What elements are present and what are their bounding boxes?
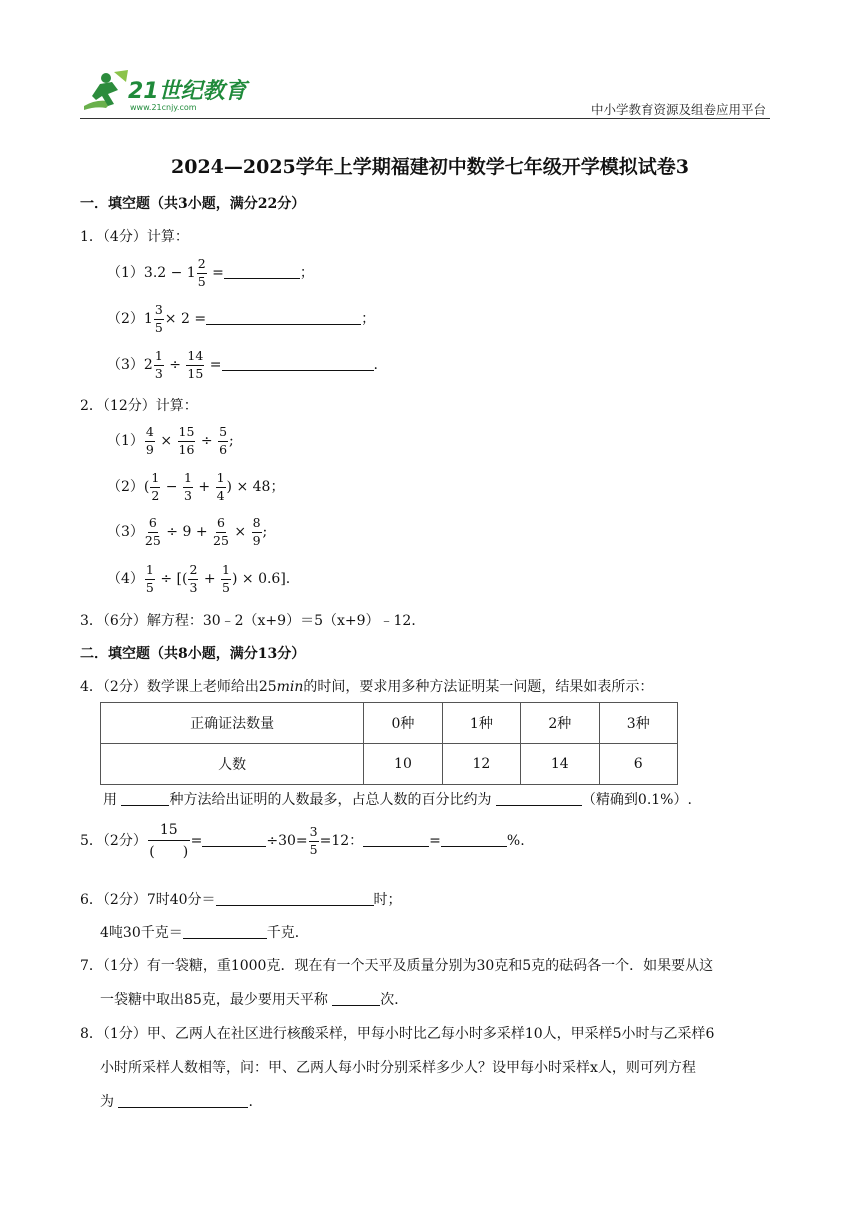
answer-blank[interactable] [332,990,380,1006]
section-2-heading: 二．填空题（共8小题，满分13分） [80,646,306,662]
q4-stem: 4．（2分）数学课上老师给出25min的时间，要求用多种方法证明某一问题，结果如表所示： [80,679,654,695]
answer-blank[interactable] [206,309,361,325]
q2-stem: 2．（12分）计算： [80,398,198,414]
answer-blank[interactable] [441,831,507,847]
fraction: $\frac{1}{3}$ [154,348,163,381]
q8-line3: 为 . [100,1094,253,1110]
table-cell: 人数 [101,744,364,785]
answer-blank[interactable] [363,831,429,847]
exam-title: 2024—2025学年上学期福建初中数学七年级开学模拟试卷3 [171,156,689,178]
q3-text: 3．（6分）解方程：30﹣2（x+9）＝5（x+9）﹣12． [80,613,426,629]
platform-name: 中小学教育资源及组卷应用平台 [590,102,766,117]
q8-line2: 小时所采样人数相等，问：甲、乙两人每小时分别采样多少人？设甲每小时采样x人，则可列方程 [100,1060,696,1076]
fraction: $\frac{14}{15}$ [187,348,204,381]
svg-text:www.21cnjy.com: www.21cnjy.com [130,103,197,112]
q1-part3: （3）2 $\frac{1}{3}$ ÷ $\frac{14}{15}$ = . [107,348,378,381]
q4-answer-line: 用 种方法给出证明的人数最多，占总人数的百分比约为 （精确到0.1%）. [103,792,692,808]
answer-blank[interactable] [216,890,374,906]
q6-line1: 6．（2分）7时40分＝ 时； [80,892,402,908]
table-cell: 6 [599,744,677,785]
q1-stem: 1．（4分）计算： [80,229,189,245]
q7-line2: 一袋糖中取出85克，最少要用天平称 次． [100,992,409,1008]
brand-logo [78,68,253,116]
fraction: $\frac{2}{5}$ [197,256,206,289]
q2-part1: （1） $\frac{4}{9}$ × $\frac{15}{16}$ ÷ $\frac{5}{6}$ ; [107,424,234,457]
q4-table [100,702,678,785]
q6-line2: 4吨30千克＝ 千克． [100,925,309,941]
q7-line1: 7．（1分）有一袋糖，重1000克．现在有一个天平及质量分别为30克和5克的砝码各一个．如果要从这 [80,958,714,974]
answer-blank[interactable] [202,831,266,847]
table-cell: 14 [521,744,599,785]
table-cell: 3种 [599,703,677,744]
q5-line: 5．（2分） $\frac{15}{( )}$ = ÷30= $\frac{3}{5}$ =12： = %. [80,822,525,860]
q1-part2: （2）1 $\frac{3}{5}$ × 2 = ； [107,302,376,335]
table-row [101,744,678,785]
answer-blank[interactable] [222,355,374,371]
table-cell: 1种 [442,703,520,744]
header-divider [80,118,770,119]
answer-blank[interactable] [183,923,267,939]
answer-blank[interactable] [496,790,582,806]
table-cell: 12 [442,744,520,785]
table-cell: 2种 [521,703,599,744]
answer-blank[interactable] [224,263,300,279]
q2-part2: （2）( $\frac{1}{2}$ − $\frac{1}{3}$ + $\frac{1}{4}$ ) × 48； [107,470,285,503]
q2-part4: （4） $\frac{1}{5}$ ÷ [( $\frac{2}{3}$ + $\frac{1}{5}$ ) × 0.6]. [107,562,291,595]
table-cell: 正确证法数量 [101,703,364,744]
table-cell: 10 [364,744,442,785]
table-cell: 0种 [364,703,442,744]
section-1-heading: 一．填空题（共3小题，满分22分） [80,196,306,212]
q2-part3: （3） $\frac{6}{25}$ ÷ 9 + $\frac{6}{25}$ × $\frac{8}{9}$ ; [107,515,268,548]
q8-line1: 8．（1分）甲、乙两人在社区进行核酸采样，甲每小时比乙每小时多采样10人，甲采样5小时与乙采样6 [80,1026,715,1042]
svg-text:21世纪教育: 21世纪教育 [128,79,247,104]
q1-part1: （1）3.2 − 1 $\frac{2}{5}$ = ； [107,256,314,289]
answer-blank[interactable] [118,1092,248,1108]
table-header-row [101,703,678,744]
answer-blank[interactable] [121,790,169,806]
fraction: $\frac{3}{5}$ [154,302,163,335]
